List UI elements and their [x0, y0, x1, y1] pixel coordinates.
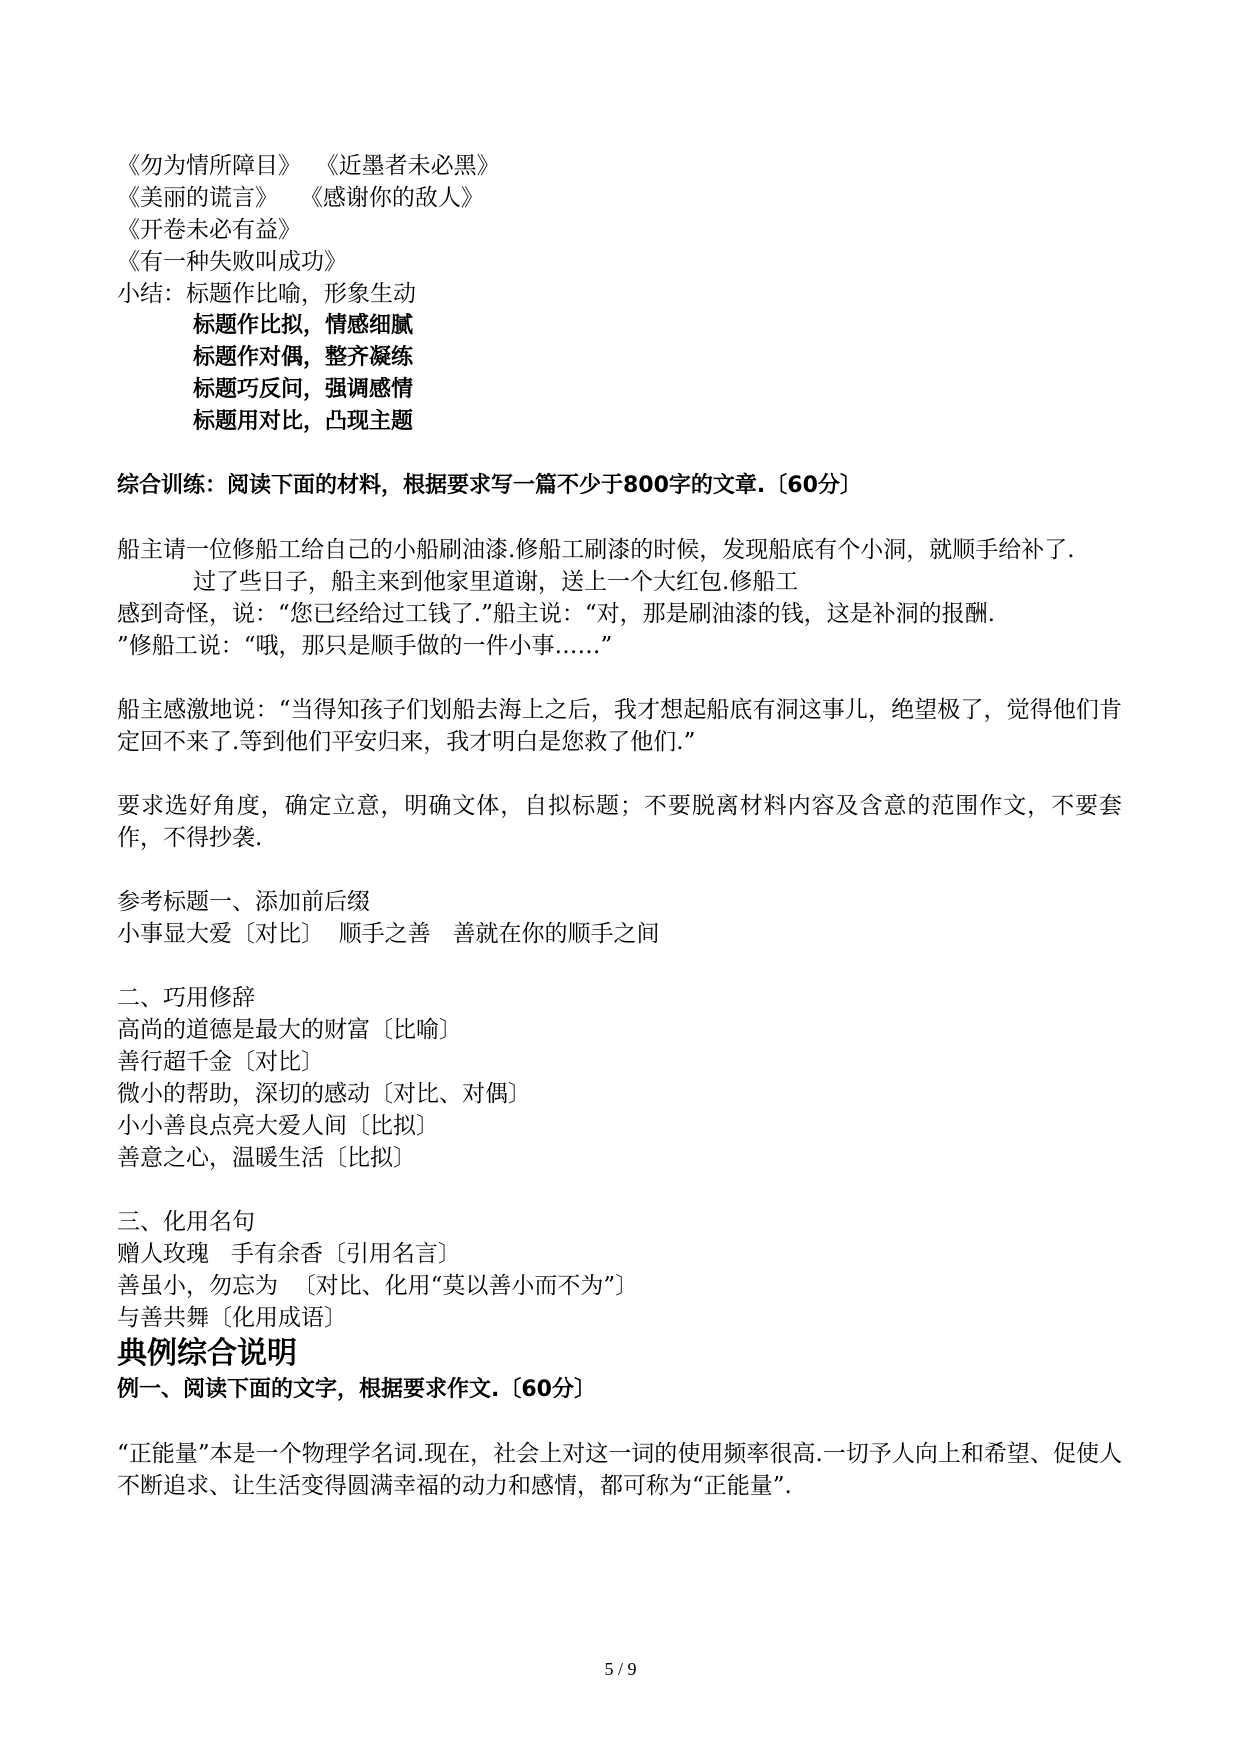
reference-item: 善行超千金〔对比〕 — [117, 1049, 324, 1075]
summary-item: 标题作对偶，整齐凝练 — [193, 345, 414, 370]
example-subheading: 例一、阅读下面的文字，根据要求作文.〔60分〕 — [117, 1377, 596, 1402]
page-number: 5 / 9 — [604, 1659, 637, 1679]
reference-item: 微小的帮助，深切的感动〔对比、对偶〕 — [117, 1081, 531, 1107]
summary-item: 标题巧反问，强调感情 — [193, 377, 414, 402]
reference-item: 善虽小，勿忘为 〔对比、化用“莫以善小而不为”〕 — [117, 1273, 639, 1299]
document-page — [117, 150, 1122, 1502]
exercise-heading: 综合训练：阅读下面的材料，根据要求写一篇不少于800字的文章.〔60分〕 — [117, 473, 862, 498]
exercise-paragraph-line: 感到奇怪，说：“您已经给过工钱了.”船主说：“对，那是刷油漆的钱，这是补洞的报酬. — [117, 601, 995, 627]
reference-part2-title: 二、巧用修辞 — [117, 985, 255, 1011]
exercise-requirements: 要求选好角度，确定立意，明确文体，自拟标题；不要脱离材料内容及含意的范围作文，不要套作，不得抄袭. — [117, 793, 1122, 851]
exercise-paragraph: 船主感激地说：“当得知孩子们划船去海上之后，我才想起船底有洞这事儿，绝望极了，觉得他们肯定回不来了.等到他们平安归来，我才明白是您救了他们.” — [117, 697, 1122, 755]
summary-first-line: 小结：标题作比喻，形象生动 — [117, 281, 416, 307]
reference-item: 赠人玫瑰 手有余香〔引用名言〕 — [117, 1241, 461, 1267]
title-example-line: 《美丽的谎言》 《感谢你的敌人》 — [117, 185, 484, 211]
summary-item: 标题作比拟，情感细腻 — [193, 313, 414, 338]
exercise-paragraph-line: 过了些日子，船主来到他家里道谢，送上一个大红包.修船工 — [193, 569, 799, 595]
title-example-line: 《勿为情所障目》 《近墨者未必黑》 — [117, 153, 500, 179]
reference-item: 与善共舞〔化用成语〕 — [117, 1305, 347, 1331]
title-example-line: 《开卷未必有益》 — [117, 217, 301, 243]
title-example-line: 《有一种失败叫成功》 — [117, 249, 347, 275]
exercise-paragraph: 船主请一位修船工给自己的小船刷油漆.修船工刷漆的时候，发现船底有个小洞，就顺手给补了. — [117, 537, 1075, 563]
section-heading: 典例综合说明 — [117, 1336, 297, 1371]
summary-item: 标题用对比，凸现主题 — [193, 409, 414, 434]
reference-part1-items: 小事显大爱〔对比〕 顺手之善 善就在你的顺手之间 — [117, 921, 660, 947]
reference-item: 善意之心，温暖生活〔比拟〕 — [117, 1145, 416, 1171]
reference-item: 小小善良点亮大爱人间〔比拟〕 — [117, 1113, 439, 1139]
example-paragraph: “正能量”本是一个物理学名词.现在，社会上对这一词的使用频率很高.一切予人向上和希望、促使人不断追求、让生活变得圆满幸福的动力和感情，都可称为“正能量”. — [117, 1441, 1122, 1499]
reference-part3-title: 三、化用名句 — [117, 1209, 255, 1235]
reference-part1-title: 参考标题一、添加前后缀 — [117, 889, 370, 915]
reference-item: 高尚的道德是最大的财富〔比喻〕 — [117, 1017, 462, 1043]
exercise-paragraph-line: ”修船工说：“哦，那只是顺手做的一件小事……” — [117, 633, 613, 659]
